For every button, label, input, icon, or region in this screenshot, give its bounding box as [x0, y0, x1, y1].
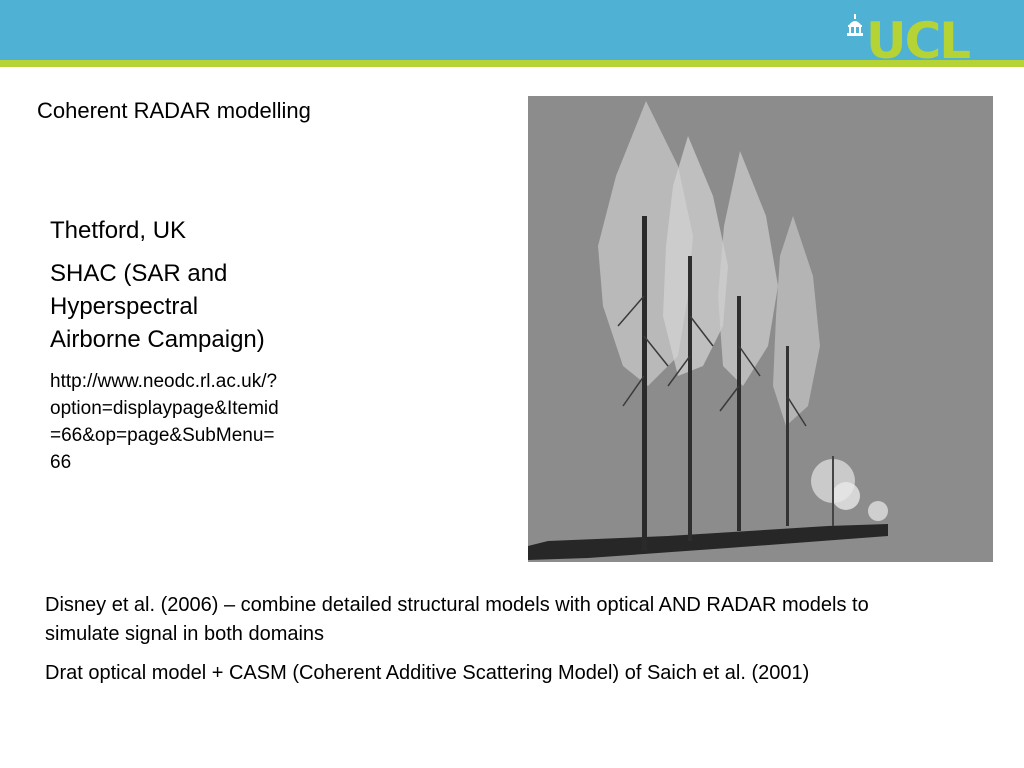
campaign-text: SHAC (SAR and Hyperspectral Airborne Campaign) [50, 260, 265, 353]
campaign-url-link[interactable]: http://www.neodc.rl.ac.uk/?option=displaypage&Itemid=66&op=page&SubMenu=66 [50, 371, 279, 473]
drat-casm-text: Drat optical model + CASM (Coherent Additive Scattering Model) of Saich et al. (2001) [45, 662, 810, 684]
ucl-logo [846, 12, 970, 70]
bottom-text-block [45, 591, 925, 698]
slide-title: Coherent RADAR modelling [37, 98, 311, 123]
tree-render-image [528, 96, 993, 562]
disney-reference-text: Disney et al. (2006) – combine detailed structural models with optical AND RADAR models to simulate signal in both domains [45, 594, 869, 645]
logo-text: UCL [866, 12, 970, 70]
ucl-dome-icon [846, 14, 864, 36]
location-text: Thetford, UK [50, 217, 187, 244]
side-text-block [50, 214, 280, 486]
tree-render-svg [528, 96, 993, 562]
